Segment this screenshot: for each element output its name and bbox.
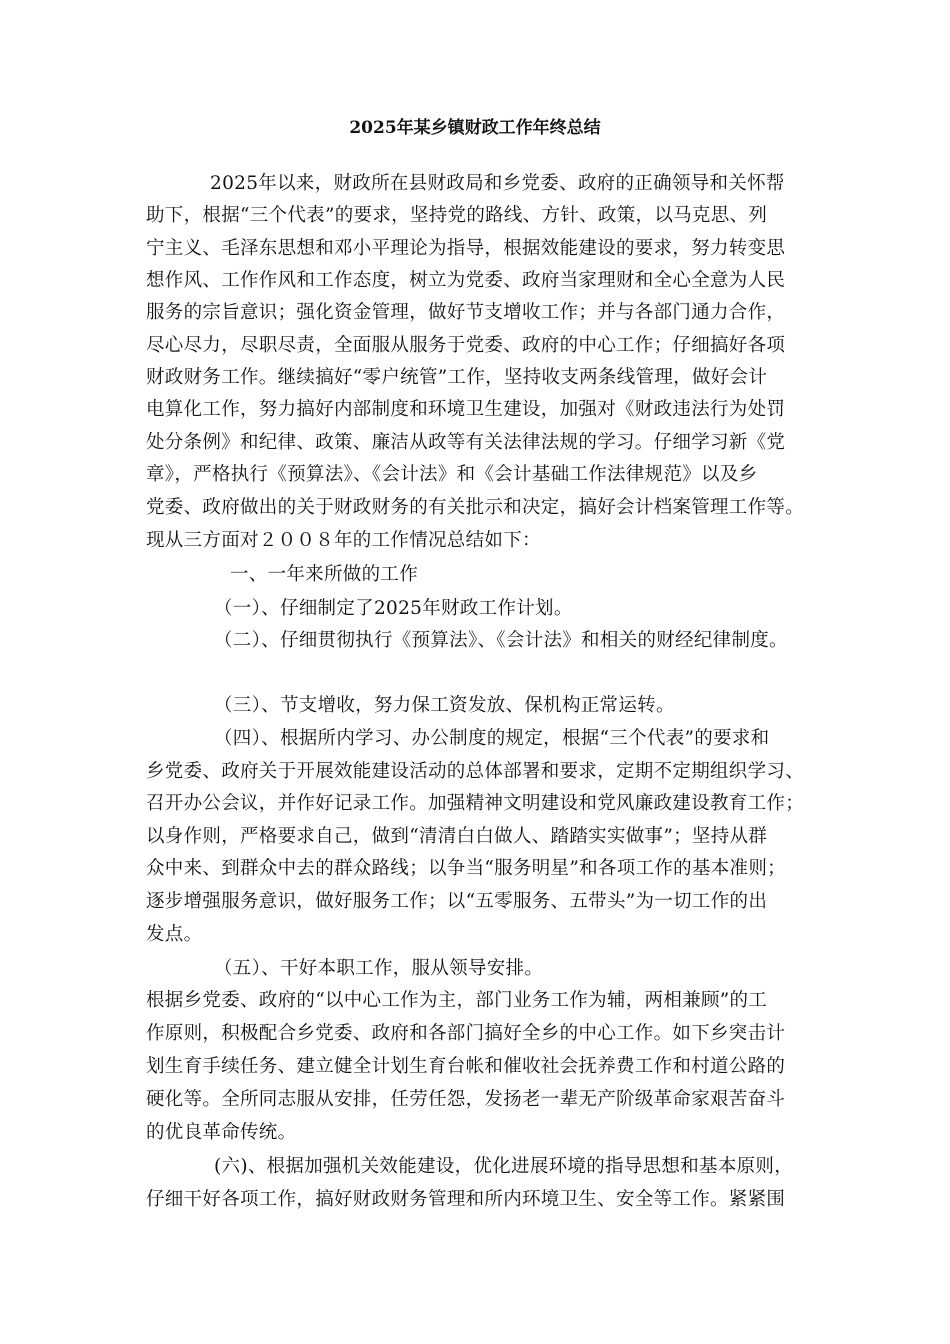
document-title: 2025年某乡镇财政工作年终总结 [349, 118, 601, 138]
paragraph-line: 硬化等。全所同志服从安排，任劳任怨，发扬老一辈无产阶级革命家艰苦奋斗 [146, 1089, 786, 1110]
paragraph-line: 乡党委、政府关于开展效能建设活动的总体部署和要求，定期不定期组织学习、 [146, 761, 805, 782]
paragraph-line: 划生育手续任务、建立健全计划生育台帐和催收社会抚养费工作和村道公路的 [146, 1056, 786, 1077]
paragraph-line: 以身作则，严格要求自己，做到“清清白白做人、踏踏实实做事”；坚持从群 [146, 826, 768, 847]
paragraph-line: (六)、根据加强机关效能建设，优化进展环境的指导思想和基本原则， [214, 1156, 794, 1177]
paragraph-line: （三）、节支增收，努力保工资发放、保机构正常运转。 [214, 695, 675, 716]
paragraph-line: 财政财务工作。继续搞好“零户统管”工作，坚持收支两条线管理，做好会计 [146, 367, 768, 388]
paragraph-line: （一）、仔细制定了2025年财政工作计划。 [214, 598, 573, 619]
paragraph-line: 想作风、工作作风和工作态度，树立为党委、政府当家理财和全心全意为人民 [146, 270, 786, 291]
paragraph-line: 根据乡党委、政府的“以中心工作为主，部门业务工作为辅，两相兼顾”的工 [146, 990, 768, 1011]
paragraph-line: 处分条例》和纪律、政策、廉洁从政等有关法律法规的学习。仔细学习新《党 [146, 432, 786, 453]
paragraph-line: 仔细干好各项工作，搞好财政财务管理和所内环境卫生、安全等工作。紧紧围 [146, 1189, 786, 1210]
paragraph-line: 召开办公会议，并作好记录工作。加强精神文明建设和党风廉政建设教育工作； [146, 793, 805, 814]
paragraph-line: 逐步增强服务意识，做好服务工作；以“五零服务、五带头”为一切工作的出 [146, 891, 768, 912]
paragraph-line: 电算化工作，努力搞好内部制度和环境卫生建设，加强对《财政违法行为处罚 [146, 399, 786, 420]
paragraph-line: 的优良革命传统。 [146, 1122, 297, 1143]
paragraph-line: 现从三方面对２００８年的工作情况总结如下： [146, 530, 541, 551]
paragraph-line: 宁主义、毛泽东思想和邓小平理论为指导，根据效能建设的要求，努力转变思 [146, 238, 786, 259]
paragraph-line: （二）、仔细贯彻执行《预算法》、《会计法》和相关的财经纪律制度。 [214, 630, 788, 651]
paragraph-line: 党委、政府做出的关于财政财务的有关批示和决定，搞好会计档案管理工作等。 [146, 497, 805, 518]
paragraph-line: 作原则，积极配合乡党委、政府和各部门搞好全乡的中心工作。如下乡突击计 [146, 1023, 786, 1044]
paragraph-line: 2025年以来，财政所在县财政局和乡党委、政府的正确领导和关怀帮 [210, 173, 785, 194]
paragraph-line: 章》，严格执行《预算法》、《会计法》和《会计基础工作法律规范》以及乡 [146, 464, 758, 485]
paragraph-line: 尽心尽力，尽职尽责，全面服从服务于党委、政府的中心工作；仔细搞好各项 [146, 335, 786, 356]
section-heading: 一、一年来所做的工作 [230, 564, 419, 585]
paragraph-line: 助下，根据“三个代表”的要求，坚持党的路线、方针、政策，以马克思、列 [146, 205, 768, 226]
paragraph-line: 服务的宗旨意识；强化资金管理，做好节支增收工作；并与各部门通力合作， [146, 302, 786, 323]
paragraph-line: （五）、干好本职工作，服从领导安排。 [214, 958, 544, 979]
paragraph-line: （四）、根据所内学习、办公制度的规定，根据“三个代表”的要求和 [214, 728, 770, 749]
paragraph-line: 发点。 [146, 924, 203, 945]
paragraph-line: 众中来、到群众中去的群众路线；以争当“服务明星”和各项工作的基本准则； [146, 858, 786, 879]
